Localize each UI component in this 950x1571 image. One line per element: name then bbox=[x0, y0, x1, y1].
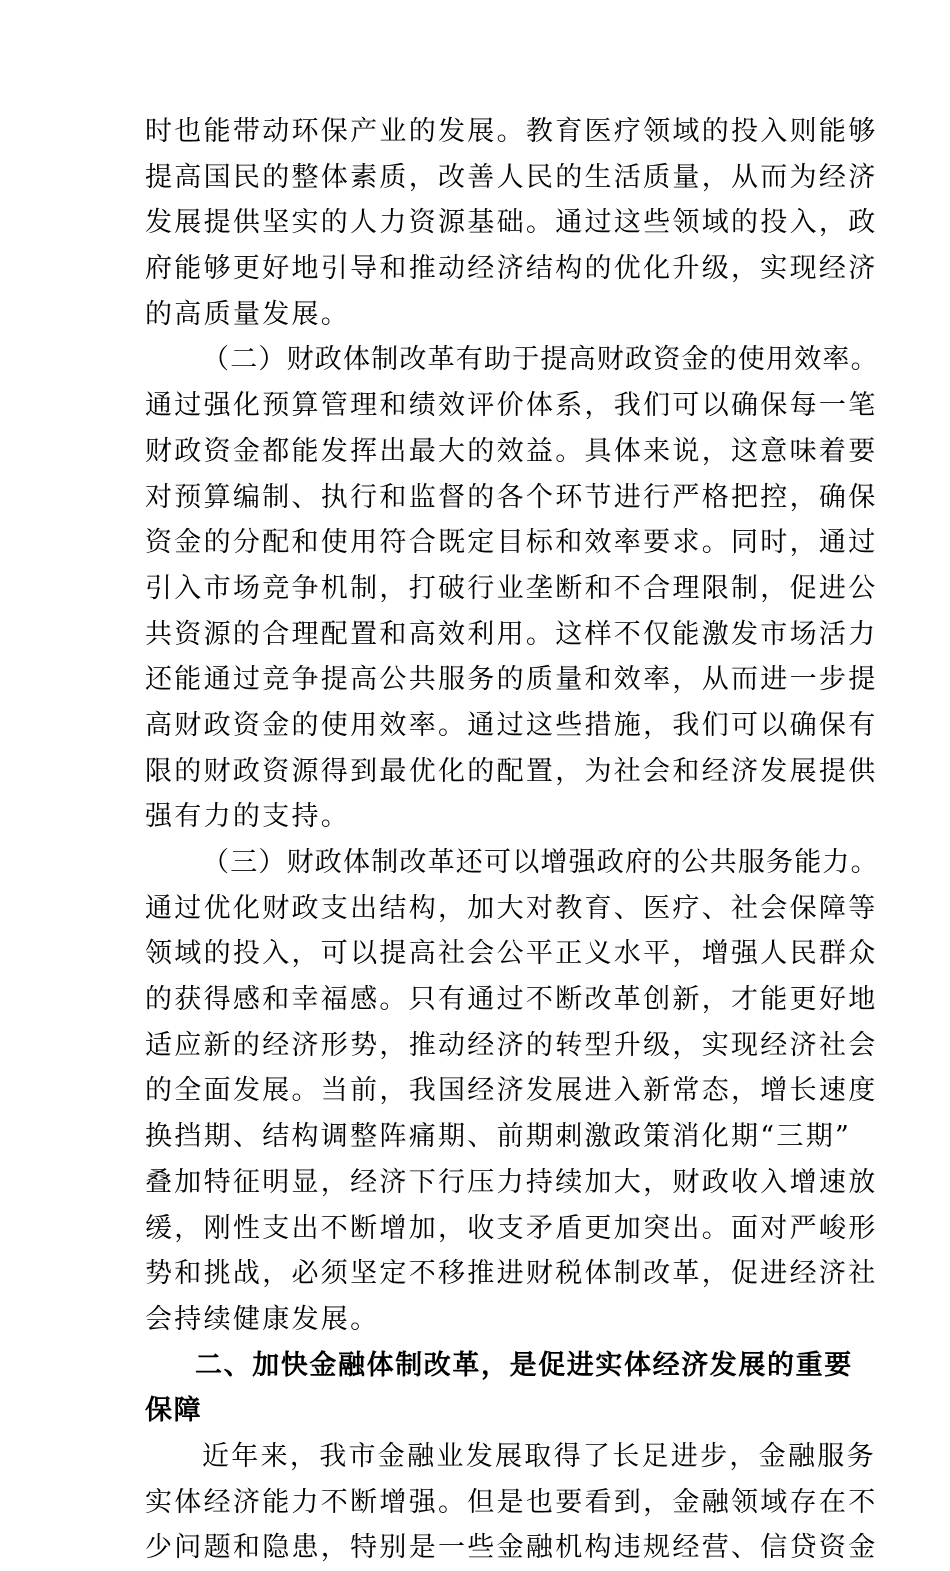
paragraph-line: 还能通过竞争提高公共服务的质量和效率，从而进一步提 bbox=[145, 664, 878, 696]
paragraph-line: 领域的投入，可以提高社会公平正义水平，增强人民群众 bbox=[145, 938, 878, 970]
paragraph-line: 通过强化预算管理和绩效评价体系，我们可以确保每一笔 bbox=[145, 390, 878, 422]
section-heading: 二、加快金融体制改革，是促进实体经济发展的重要 bbox=[195, 1349, 853, 1381]
paragraph-line: 时也能带动环保产业的发展。教育医疗领域的投入则能够 bbox=[145, 116, 878, 147]
paragraph-line: 财政资金都能发挥出最大的效益。具体来说，这意味着要 bbox=[145, 435, 878, 467]
paragraph-line: 缓，刚性支出不断增加，收支矛盾更加突出。面对严峻形 bbox=[145, 1212, 878, 1244]
paragraph-line: 的高质量发展。 bbox=[145, 298, 351, 330]
paragraph-line: 资金的分配和使用符合既定目标和效率要求。同时，通过 bbox=[145, 527, 878, 559]
paragraph-line: 提高国民的整体素质，改善人民的生活质量，从而为经济 bbox=[145, 161, 878, 193]
paragraph-line: 通过优化财政支出结构，加大对教育、医疗、社会保障等 bbox=[145, 892, 878, 924]
paragraph-line: 共资源的合理配置和高效利用。这样不仅能激发市场活力 bbox=[145, 618, 878, 650]
paragraph-line: 对预算编制、执行和监督的各个环节进行严格把控，确保 bbox=[145, 481, 878, 513]
paragraph-line: 叠加特征明显，经济下行压力持续加大，财政收入增速放 bbox=[145, 1166, 878, 1198]
paragraph-line: 发展提供坚实的人力资源基础。通过这些领域的投入，政 bbox=[145, 207, 878, 239]
section-heading: 保障 bbox=[145, 1395, 203, 1427]
subsection-heading: （二）财政体制改革有助于提高财政资金的使用效率。 bbox=[202, 344, 879, 376]
paragraph-line: 限的财政资源得到最优化的配置，为社会和经济发展提供 bbox=[145, 755, 878, 787]
paragraph-line: 强有力的支持。 bbox=[145, 801, 351, 833]
paragraph-line: 近年来，我市金融业发展取得了长足进步，金融服务 bbox=[202, 1440, 876, 1472]
paragraph-line: 高财政资金的使用效率。通过这些措施，我们可以确保有 bbox=[145, 709, 878, 741]
subsection-heading: （三）财政体制改革还可以增强政府的公共服务能力。 bbox=[202, 847, 879, 878]
paragraph-line: 的获得感和幸福感。只有通过不断改革创新，才能更好地 bbox=[145, 984, 878, 1016]
paragraph-line: 换挡期、结构调整阵痛期、前期刺激政策消化期“三期” bbox=[145, 1121, 852, 1153]
paragraph-line: 少问题和隐患，特别是一些金融机构违规经营、信贷资金 bbox=[145, 1532, 878, 1564]
paragraph-line: 适应新的经济形势，推动经济的转型升级，实现经济社会 bbox=[145, 1029, 878, 1061]
paragraph-line: 府能够更好地引导和推动经济结构的优化升级，实现经济 bbox=[145, 253, 878, 285]
paragraph-line: 实体经济能力不断增强。但是也要看到，金融领域存在不 bbox=[145, 1486, 878, 1518]
paragraph-line: 势和挑战，必须坚定不移推进财税体制改革，促进经济社 bbox=[145, 1258, 878, 1290]
paragraph-line: 的全面发展。当前，我国经济发展进入新常态，增长速度 bbox=[145, 1075, 878, 1107]
paragraph-line: 引入市场竞争机制，打破行业垄断和不合理限制，促进公 bbox=[145, 572, 878, 604]
document-page bbox=[145, 109, 879, 1571]
paragraph-line: 会持续健康发展。 bbox=[145, 1303, 380, 1335]
